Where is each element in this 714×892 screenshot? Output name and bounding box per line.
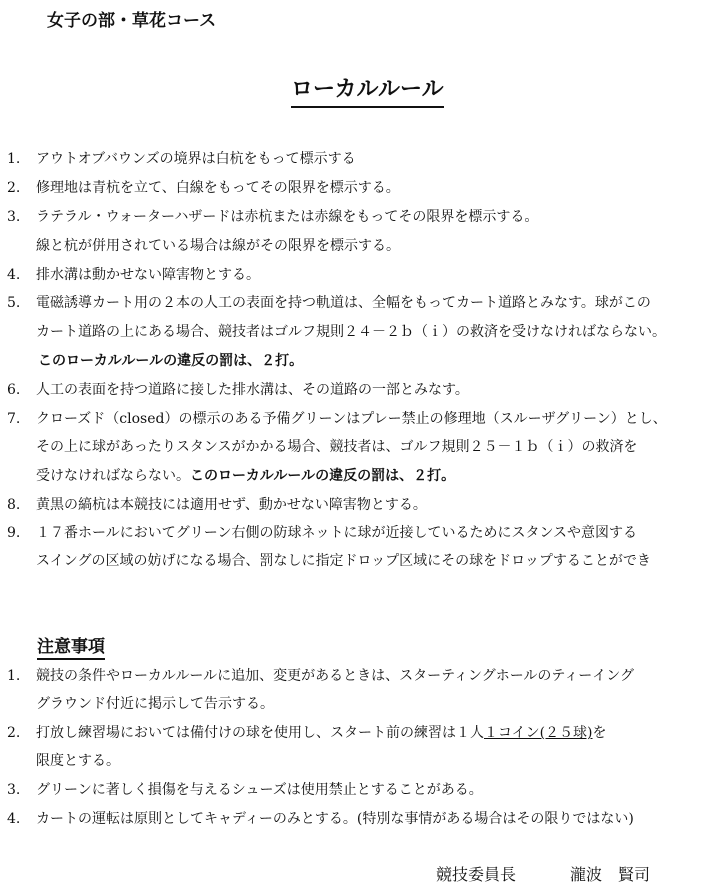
penalty-text: このローカルルールの違反の罰は、２打。 <box>190 468 456 484</box>
rule-text: カート道路の上にある場合、競技者はゴルフ規則２４－２ｂ（ｉ）の救済を受けなければならない。 <box>36 324 666 340</box>
page-title: ローカルルール <box>291 72 444 108</box>
note-text: を <box>592 725 607 741</box>
signature-name: 瀧波 賢司 <box>570 865 651 884</box>
rule-text: スイングの区域の妨げになる場合、罰なしに指定ドロップ区域にその球をドロップすることができ <box>36 553 651 569</box>
note-number: 1. <box>7 668 21 684</box>
rule-number: 1. <box>7 151 21 167</box>
note-number: 3. <box>7 782 21 798</box>
rule-text: アウトオブバウンズの境界は白杭をもって標示する <box>36 151 356 167</box>
rule-text: 黄黒の縞杭は本競技には適用せず、動かせない障害物とする。 <box>36 497 427 513</box>
note-text: カートの運転は原則としてキャディーのみとする。(特別な事情がある場合はその限りではない) <box>36 811 634 827</box>
rule-number: 8. <box>7 497 21 513</box>
rule-number: 2. <box>7 180 21 196</box>
note-text: グラウンド付近に掲示して告示する。 <box>36 696 274 712</box>
notes-heading: 注意事項 <box>37 632 105 660</box>
note-number: 2. <box>7 725 21 741</box>
note-text: 競技の条件やローカルルールに追加、変更があるときは、スターティングホールのティーイング <box>36 668 635 684</box>
rule-text: 修理地は青杭を立て、白線をもってその限界を標示する。 <box>36 180 400 196</box>
rule-number: 5. <box>7 295 21 311</box>
rule-text: 線と杭が併用されている場合は線がその限界を標示する。 <box>36 238 400 254</box>
rule-text: 電磁誘導カート用の２本の人工の表面を持つ軌道は、全幅をもってカート道路とみなす。球がこの <box>36 295 651 311</box>
rule-text: 排水溝は動かせない障害物とする。 <box>36 267 260 283</box>
rule-number: 9. <box>7 525 21 541</box>
rule-text: クローズド（closed）の標示のある予備グリーンはプレー禁止の修理地（スルーザグリーン）とし、 <box>36 411 667 427</box>
rule-number: 6. <box>7 382 21 398</box>
note-text-line <box>36 724 607 742</box>
penalty-text: このローカルルールの違反の罰は、２打。 <box>38 353 304 369</box>
rule-text: その上に球があったりスタンスがかかる場合、競技者は、ゴルフ規則２５－１ｂ（ｉ）の救済を <box>36 439 638 455</box>
rule-text-line <box>36 467 455 485</box>
rule-number: 3. <box>7 209 21 225</box>
rule-text: １７番ホールにおいてグリーン右側の防球ネットに球が近接しているためにスタンスや意図する <box>36 525 638 541</box>
document-header: 女子の部・草花コース <box>47 11 217 31</box>
signature-role: 競技委員長 <box>436 865 517 884</box>
rule-number: 4. <box>7 267 21 283</box>
rule-text: ラテラル・ウォーターハザードは赤杭または赤線をもってその限界を標示する。 <box>36 209 539 225</box>
rule-text: 人工の表面を持つ道路に接した排水溝は、その道路の一部とみなす。 <box>36 382 469 398</box>
note-text: グリーンに著しく損傷を与えるシューズは使用禁止とすることがある。 <box>36 782 483 798</box>
note-number: 4. <box>7 811 21 827</box>
rule-number: 7. <box>7 411 21 427</box>
note-text: 限度とする。 <box>36 753 120 769</box>
rule-text: 受けなければならない。 <box>36 468 190 484</box>
coin-limit-text: １コイン(２５球) <box>484 725 593 741</box>
note-text: 打放し練習場においては備付けの球を使用し、スタート前の練習は１人 <box>36 725 484 741</box>
